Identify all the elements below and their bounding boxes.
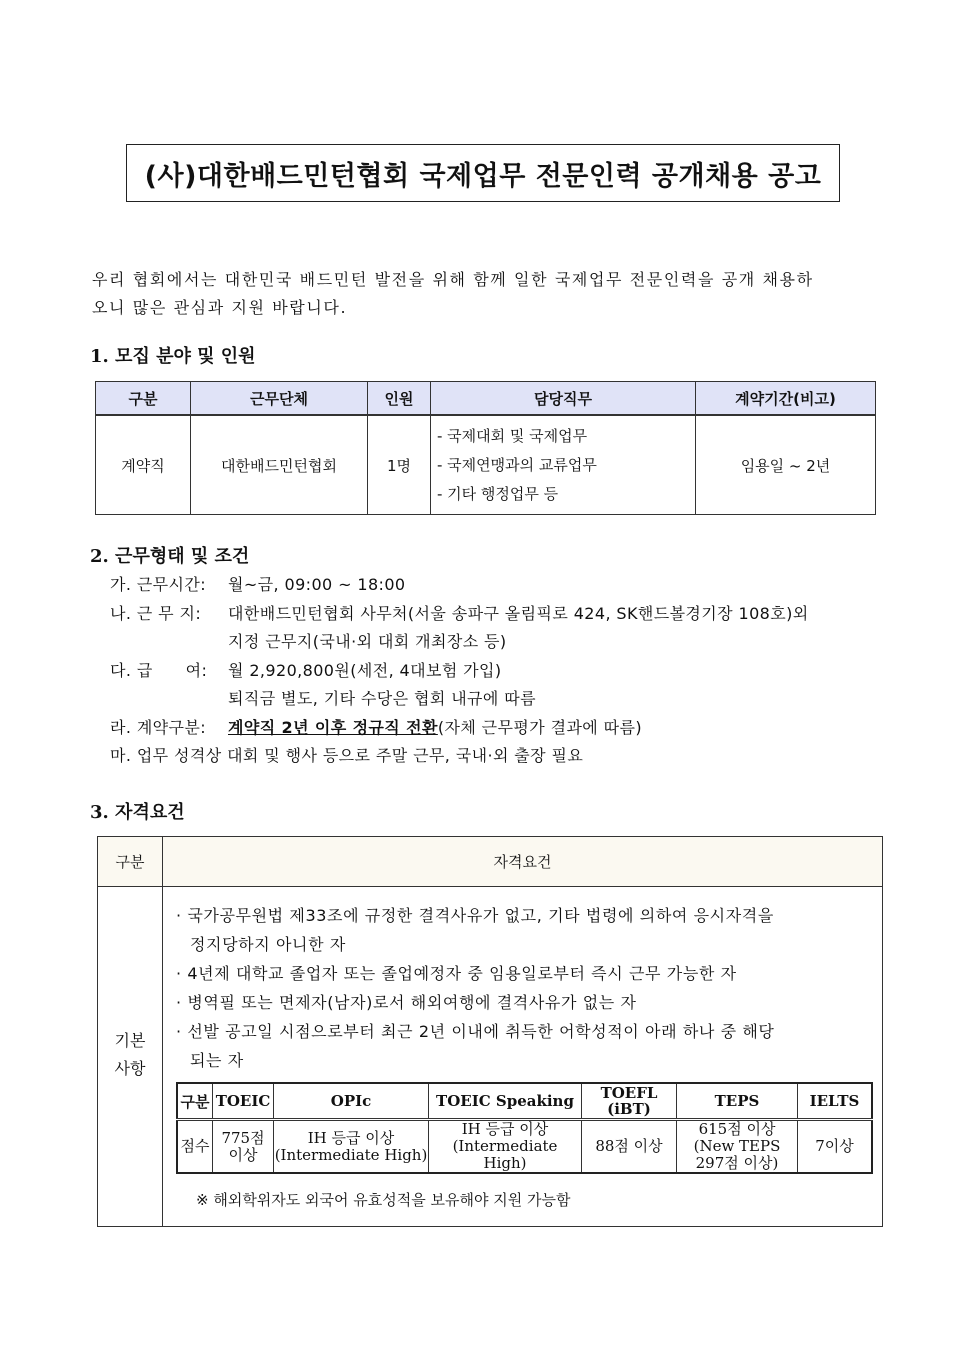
score-col-toeic: TOEIC: [213, 1083, 274, 1120]
qualification-col-requirements: 자격요건: [493, 853, 552, 871]
section3-heading: 3. 자격요건: [90, 802, 185, 823]
score-toefl: 88점 이상: [582, 1120, 677, 1174]
footnote: ※ 해외학위자도 외국어 유효성적을 보유해야 지원 가능함: [196, 1191, 571, 1209]
page-title: (사)대한배드민턴협회 국제업무 전문인력 공개채용 공고: [144, 160, 822, 192]
condition-place: [110, 600, 890, 629]
cell-org: 대한배드민턴협회: [191, 415, 368, 515]
score-toeic: [213, 1120, 274, 1174]
side-label-line: 기본: [114, 1031, 146, 1050]
requirement-list: [176, 901, 876, 1075]
condition-note: [110, 742, 890, 771]
score-toeic-speaking: [429, 1120, 582, 1174]
duty-item: - 국제연맹과의 교류업무: [437, 455, 597, 474]
list-item-cont: 정지당하지 아니한 자: [190, 935, 346, 954]
work-conditions: [110, 571, 890, 771]
score-row-label: 점수: [177, 1120, 213, 1174]
intro-line-2: 오니 많은 관심과 지원 바랍니다.: [92, 298, 348, 317]
col-duties: 담당직무: [431, 382, 696, 416]
recruitment-table-header: [96, 382, 876, 416]
place-label: 나. 근 무 지:: [110, 603, 202, 623]
col-period: 계약기간(비고): [696, 382, 876, 416]
score-line: 이상: [228, 1145, 258, 1164]
language-score-table: [176, 1082, 873, 1174]
score-col-ielts: IELTS: [798, 1083, 873, 1120]
duty-item: - 국제대회 및 국제업무: [437, 426, 588, 445]
score-col-toefl: [582, 1083, 677, 1120]
place-value: 대한배드민턴협회 사무처(서울 송파구 올림픽로 424, SK핸드볼경기장 108호)외: [228, 603, 809, 623]
score-table-header: [177, 1083, 872, 1120]
score-line: IH 등급 이상: [461, 1120, 549, 1138]
score-col-teps: TEPS: [677, 1083, 798, 1120]
score-line: 615점 이상: [698, 1120, 776, 1138]
score-line: IH 등급 이상: [307, 1128, 395, 1147]
cell-type: 계약직: [96, 415, 191, 515]
list-item: · 국가공무원법 제33조에 규정한 결격사유가 없고, 기타 법령에 의하여 응시자격을: [176, 906, 774, 925]
score-line: 297점 이상): [695, 1154, 779, 1172]
condition-pay: [110, 657, 890, 686]
score-line: 775점: [221, 1128, 265, 1147]
section2-heading: 2. 근무형태 및 조건: [90, 546, 250, 567]
section1-heading: 1. 모집 분야 및 인원: [90, 346, 256, 367]
intro-line-1: 우리 협회에서는 대한민국 배드민턴 발전을 위해 함께 일한 국제업무 전문인력을 공개 채용하: [92, 270, 814, 289]
col-gubun: 구분: [96, 382, 191, 416]
toefl-header-line: TOEFL: [600, 1084, 658, 1102]
place-value-cont: 지정 근무지(국내·외 대회 개최장소 등): [228, 632, 507, 651]
pay-value: 월 2,920,800원(세전, 4대보험 가입): [228, 660, 502, 680]
score-col-toeic-speaking: TOEIC Speaking: [429, 1083, 582, 1120]
hours-label: 가. 근무시간:: [110, 575, 207, 594]
contract-rest: (자체 근무평가 결과에 따름): [437, 717, 643, 737]
table-row: [96, 415, 876, 515]
col-count: 인원: [368, 382, 431, 416]
score-ielts: 7이상: [798, 1120, 873, 1174]
list-item: · 병역필 또는 면제자(남자)로서 해외여행에 결격사유가 없는 자: [176, 993, 637, 1012]
pay-value-cont: 퇴직금 별도, 기타 수당은 협회 내규에 따름: [228, 689, 536, 708]
basic-requirements-label: [98, 1027, 162, 1083]
score-opic: [274, 1120, 429, 1174]
cell-period: 임용일 ~ 2년: [696, 415, 876, 515]
list-item-cont: 되는 자: [190, 1051, 244, 1070]
score-col-gubun: 구분: [177, 1083, 213, 1120]
score-line: (Intermediate High): [274, 1145, 428, 1164]
score-col-opic: OPIc: [274, 1083, 429, 1120]
condition-contract: [110, 714, 890, 743]
cell-duties: [431, 415, 696, 515]
hours-value: 월~금, 09:00 ~ 18:00: [228, 575, 406, 594]
list-item: · 4년제 대학교 졸업자 또는 졸업예정자 중 임용일로부터 즉시 근무 가능한 자: [176, 964, 737, 983]
condition-hours: [110, 571, 890, 600]
col-org: 근무단체: [191, 382, 368, 416]
column-divider: [162, 837, 163, 1226]
title-box: [126, 144, 840, 202]
side-label-line: 사항: [114, 1059, 146, 1078]
qualification-col-gubun: 구분: [115, 853, 145, 871]
list-item: · 선발 공고일 시점으로부터 최근 2년 이내에 취득한 어학성적이 아래 하나 중 해당: [176, 1022, 775, 1041]
contract-emphasis: 계약직 2년 이후 정규직 전환: [228, 717, 438, 737]
qualification-table: [97, 836, 883, 1227]
toefl-header-line: (iBT): [607, 1100, 651, 1118]
score-teps: [677, 1120, 798, 1174]
recruitment-table: [95, 381, 876, 515]
contract-label: 라. 계약구분:: [110, 717, 207, 737]
score-line: (New TEPS: [693, 1137, 781, 1155]
cell-count: 1명: [368, 415, 431, 515]
pay-label: 다. 급 여:: [110, 660, 208, 680]
duty-item: - 기타 행정업무 등: [437, 484, 559, 503]
score-line: (Intermediate High): [452, 1137, 558, 1172]
table-row: [177, 1120, 872, 1174]
intro-paragraph: [92, 266, 878, 322]
condition-note-text: 마. 업무 성격상 대회 및 행사 등으로 주말 근무, 국내·외 출장 필요: [110, 746, 584, 765]
